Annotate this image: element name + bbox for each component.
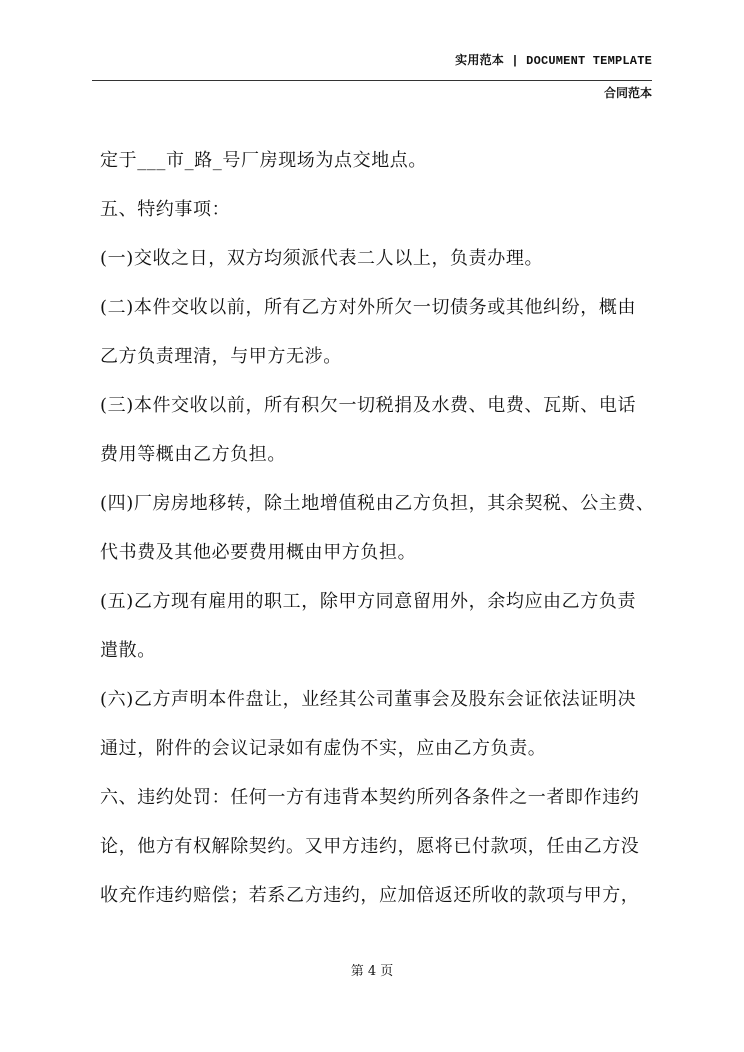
body-line: 代书费及其他必要费用概由甲方负担。 (100, 542, 417, 563)
body-line: (五)乙方现有雇用的职工，除甲方同意留用外，余均应由乙方负责 (100, 591, 637, 612)
page-header (92, 52, 652, 101)
body-line: 论，他方有权解除契约。又甲方违约，愿将已付款项，任由乙方没 (100, 836, 640, 857)
body-line: 通过，附件的会议记录如有虚伪不实，应由乙方负责。 (100, 738, 547, 759)
body-line: 遣散。 (100, 640, 156, 661)
body-line: (四)厂房房地移转，除土地增值税由乙方负担，其余契税、公主费、 (100, 493, 655, 514)
body-line: (二)本件交收以前，所有乙方对外所欠一切债务或其他纠纷，概由 (100, 297, 637, 318)
body-line: (三)本件交收以前，所有积欠一切税捐及水费、电费、瓦斯、电话 (100, 395, 637, 416)
body-line: 六、违约处罚：任何一方有违背本契约所列各条件之一者即作违约 (100, 787, 640, 808)
header-title: 实用范本 | DOCUMENT TEMPLATE (455, 54, 652, 68)
body-line: 五、特约事项： (100, 199, 231, 220)
page-number: 第 4 页 (350, 964, 394, 979)
document-body (100, 136, 656, 920)
body-line: 乙方负责理清，与甲方无涉。 (100, 346, 342, 367)
header-subtitle: 合同范本 (603, 86, 652, 100)
body-line: 费用等概由乙方负担。 (100, 444, 286, 465)
body-line: (一)交收之日，双方均须派代表二人以上，负责办理。 (100, 248, 544, 269)
header-divider (92, 80, 652, 81)
body-line: (六)乙方声明本件盘让，业经其公司董事会及股东会证依法证明决 (100, 689, 637, 710)
body-line: 定于___市_路_号厂房现场为点交地点。 (100, 150, 427, 171)
body-line: 收充作违约赔偿；若系乙方违约，应加倍返还所收的款项与甲方， (100, 885, 640, 906)
